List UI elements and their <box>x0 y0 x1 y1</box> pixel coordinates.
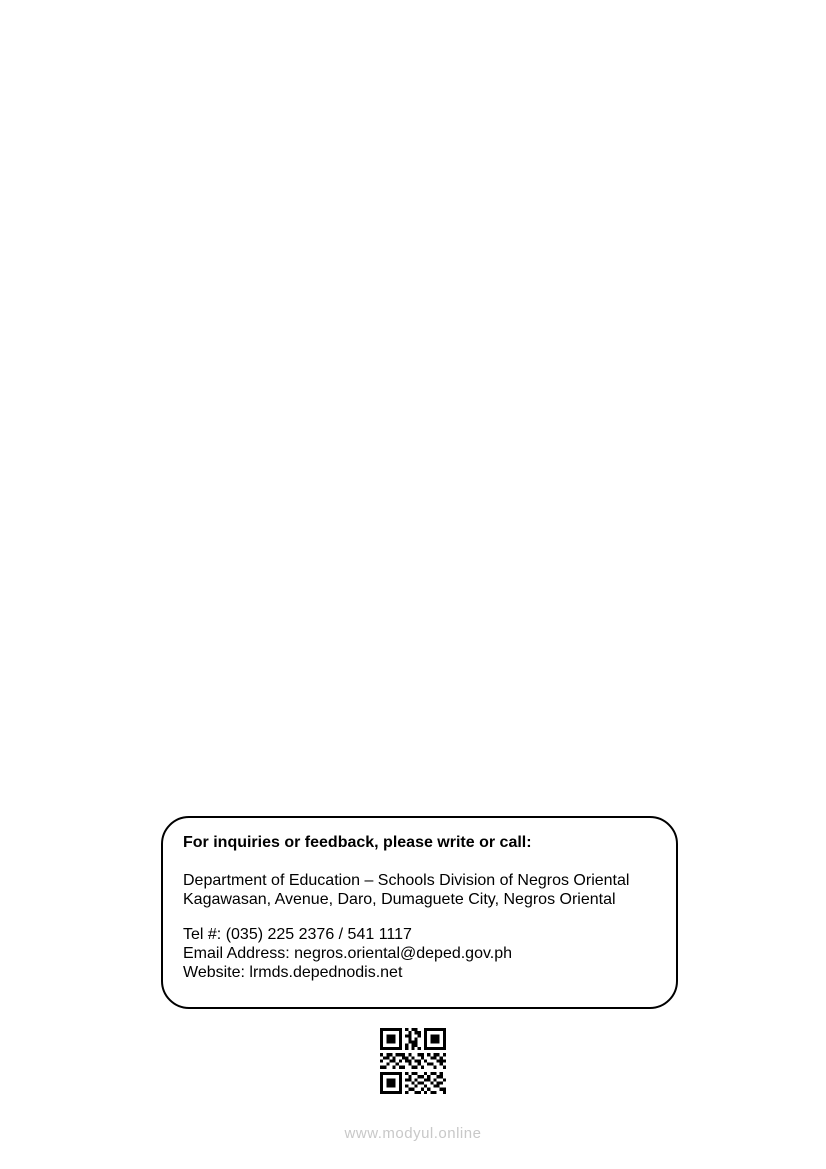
org-line-1: Department of Education – Schools Division of Negros Oriental <box>183 872 630 889</box>
tel-line: Tel #: (035) 225 2376 / 541 1117 <box>183 926 412 943</box>
website-line: Website: lrmds.depednodis.net <box>183 964 403 981</box>
contact-heading: For inquiries or feedback, please write or call: <box>183 834 532 851</box>
email-line: Email Address: negros.oriental@deped.gov.ph <box>183 945 513 962</box>
contact-box <box>161 816 678 1009</box>
org-line-2: Kagawasan, Avenue, Daro, Dumaguete City, Negros Oriental <box>183 891 616 908</box>
qr-code-icon <box>380 1028 446 1094</box>
watermark: www.modyul.online <box>344 1125 482 1142</box>
